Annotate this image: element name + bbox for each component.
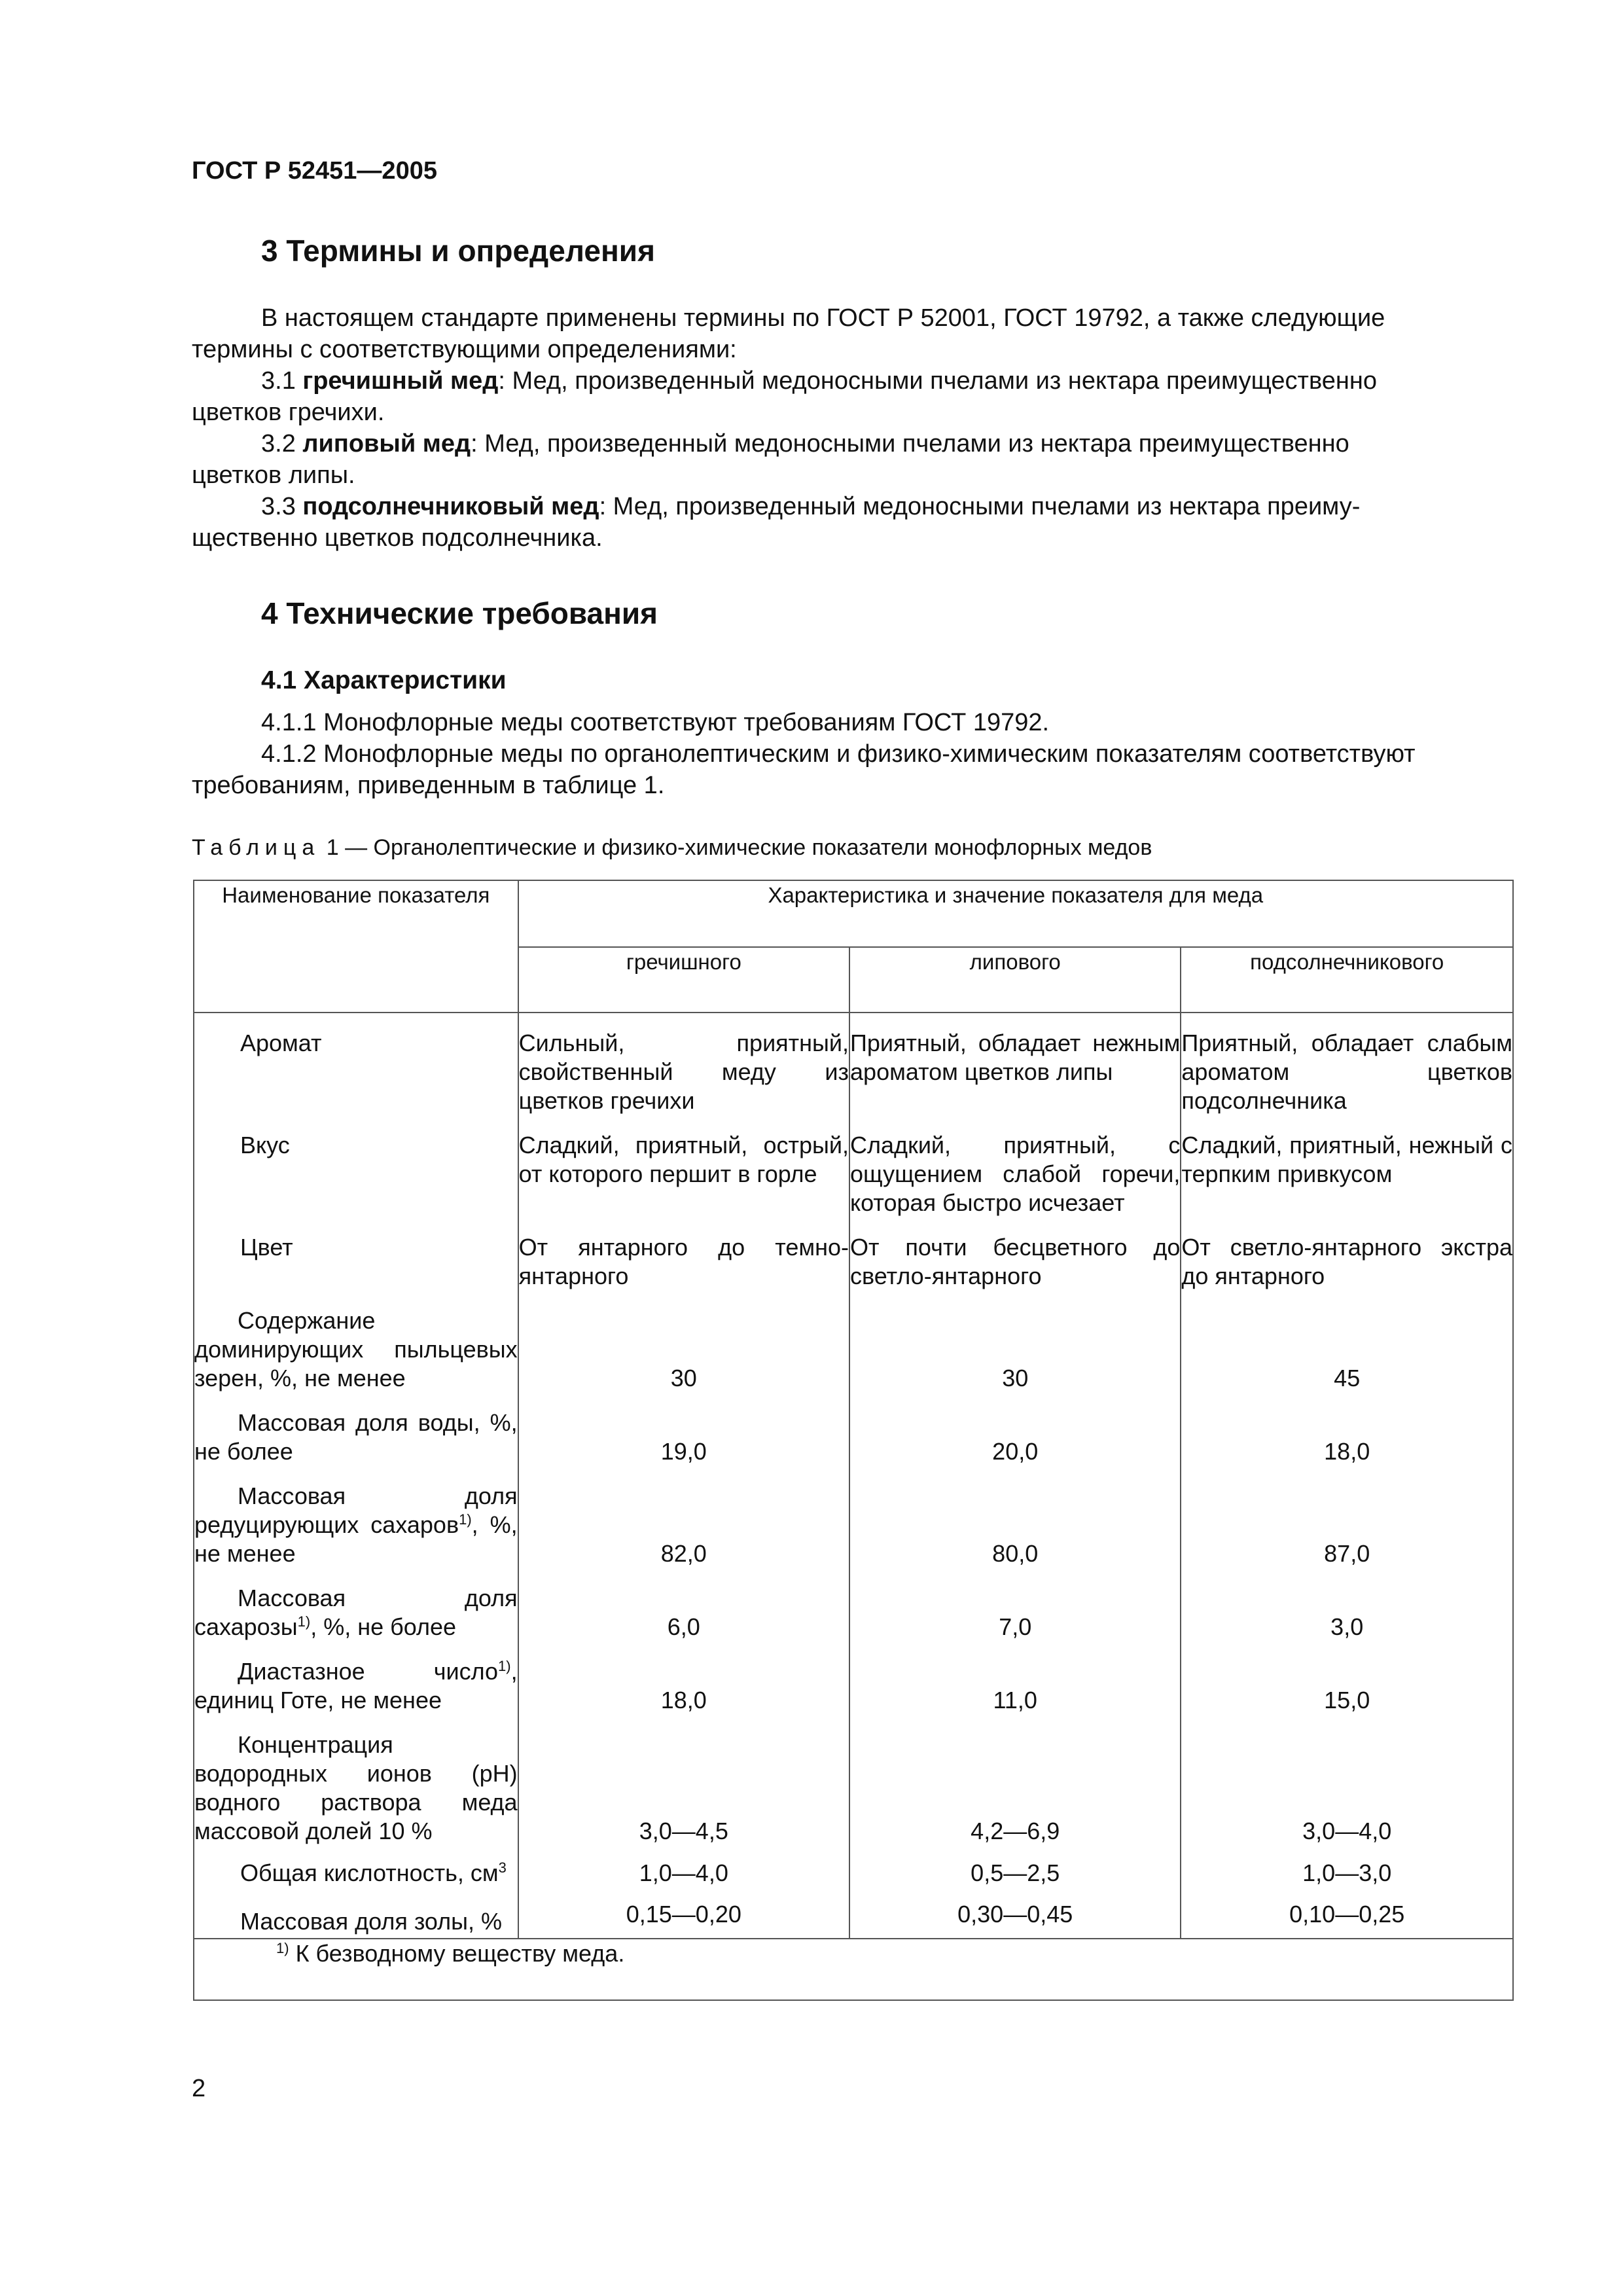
cell-buckwheat: 19,0 [518, 1393, 849, 1466]
cell-sunflower: 45 [1181, 1291, 1513, 1393]
table-row [194, 1115, 1513, 1217]
document-header: ГОСТ Р 52451—2005 [192, 157, 437, 185]
row-label: Цвет [194, 1217, 518, 1291]
cell-linden: 0,30—0,45 [849, 1888, 1181, 1939]
row-label: Аромат [194, 1013, 518, 1115]
table-row [194, 1568, 1513, 1641]
footnote-ref: 1) [459, 1511, 472, 1528]
paragraph-4-1-2-line-1: 4.1.2 Монофлорные меды по органолептическим и физико-химическим показателям соответствуют [261, 740, 1416, 768]
cell-sunflower: 18,0 [1181, 1393, 1513, 1466]
table-row [194, 1888, 1513, 1939]
row-label: Массовая доля воды, %, не более [194, 1393, 518, 1466]
cell-sunflower: 1,0—3,0 [1181, 1846, 1513, 1888]
section-4-body [192, 707, 1514, 801]
row-label: Массовая доля редуцирующих сахаров$^{1)}$, %, не менее [194, 1466, 518, 1568]
table-footnote: $^{1)}$ К безводному веществу меда. [194, 1939, 1513, 2000]
column-header-buckwheat: гречишного [518, 947, 849, 1013]
term-3-1: 3.1 гречишный мед: Мед, произведенный медоносными пчелами из нектара преимущественно [261, 367, 1377, 395]
cell-buckwheat: Сладкий, приятный, острый, от которого першит в горле [518, 1115, 849, 1217]
column-header-linden: липового [849, 947, 1181, 1013]
table-row [194, 1291, 1513, 1393]
cell-buckwheat: 82,0 [518, 1466, 849, 1568]
table-row [194, 1466, 1513, 1568]
term-linden: липовый мед [302, 430, 471, 457]
row-label: Общая кислотность, $см^3$ [194, 1846, 518, 1888]
paragraph-4-1-1: 4.1.1 Монофлорные меды соответствуют требованиям ГОСТ 19792. [261, 709, 1050, 736]
footnote-ref: 1) [498, 1658, 511, 1674]
row-label: Содержание доминирующих пыльцевых зерен, %, не менее [194, 1291, 518, 1393]
row-label: Концентрация водородных ионов (pH) водного раствора меда массовой долей 10 % [194, 1715, 518, 1846]
properties-table [193, 880, 1514, 2001]
column-header-indicator: Наименование показателя [194, 880, 518, 1013]
cell-linden: 4,2—6,9 [849, 1715, 1181, 1846]
table-row [194, 1217, 1513, 1291]
cell-linden: 7,0 [849, 1568, 1181, 1641]
cell-sunflower: 87,0 [1181, 1466, 1513, 1568]
cell-buckwheat: 3,0—4,5 [518, 1715, 849, 1846]
table-row [194, 1013, 1513, 1115]
section-3-body [192, 302, 1514, 554]
row-label: Массовая доля сахарозы$^{1)}$, %, не более [194, 1568, 518, 1641]
intro-line-1: В настоящем стандарте применены термины по ГОСТ Р 52001, ГОСТ 19792, а также следующие [261, 304, 1385, 332]
cell-sunflower: От светло-янтарного экстра до янтарного [1181, 1217, 1513, 1291]
cell-linden: Приятный, обладает нежным ароматом цветков липы [849, 1013, 1181, 1115]
row-label: Массовая доля золы, % [194, 1888, 518, 1939]
cell-sunflower: 15,0 [1181, 1641, 1513, 1715]
term-3-3: 3.3 подсолнечниковый мед: Мед, произведенный медоносными пчелами из нектара преиму- [261, 493, 1361, 520]
cell-sunflower: 3,0 [1181, 1568, 1513, 1641]
term-3-3-cont: щественно цветков подсолнечника. [192, 524, 603, 552]
term-3-1-cont: цветков гречихи. [192, 399, 385, 426]
cell-sunflower: Приятный, обладает слабым ароматом цветков подсолнечника [1181, 1013, 1513, 1115]
row-label: Вкус [194, 1115, 518, 1217]
cell-sunflower: 3,0—4,0 [1181, 1715, 1513, 1846]
paragraph-4-1-2-line-2: требованиям, приведенным в таблице 1. [192, 772, 665, 799]
table-row [194, 1641, 1513, 1715]
cell-linden: 30 [849, 1291, 1181, 1393]
page-number: 2 [192, 2075, 206, 2102]
cell-buckwheat: 6,0 [518, 1568, 849, 1641]
section-4-title: 4 Технические требования [261, 596, 658, 630]
table-row [194, 1393, 1513, 1466]
term-sunflower: подсолнечниковый мед [302, 493, 599, 520]
table-row [194, 1846, 1513, 1888]
term-3-2-cont: цветков липы. [192, 461, 355, 489]
footnote-ref: 1) [297, 1613, 311, 1630]
cell-buckwheat: 18,0 [518, 1641, 849, 1715]
column-header-group: Характеристика и значение показателя для меда [518, 880, 1513, 947]
cell-linden: 80,0 [849, 1466, 1181, 1568]
cell-sunflower: 0,10—0,25 [1181, 1888, 1513, 1939]
table-row [194, 1715, 1513, 1846]
column-header-sunflower: подсолнечникового [1181, 947, 1513, 1013]
cell-linden: 0,5—2,5 [849, 1846, 1181, 1888]
cell-linden: 11,0 [849, 1641, 1181, 1715]
table-caption: Таблица 1 — Органолептические и физико-химические показатели монофлорных медов [192, 835, 1152, 860]
cell-linden: 20,0 [849, 1393, 1181, 1466]
section-3-title: 3 Термины и определения [261, 234, 655, 268]
row-label: Диастазное число$^{1)}$, единиц Готе, не менее [194, 1641, 518, 1715]
cell-buckwheat: От янтарного до темно-янтарного [518, 1217, 849, 1291]
term-3-2: 3.2 липовый мед: Мед, произведенный медоносными пчелами из нектара преимущественно [261, 430, 1349, 457]
intro-line-2: термины с соответствующими определениями: [192, 336, 737, 363]
unit-superscript: 3 [498, 1859, 507, 1876]
subsection-4-1-title: 4.1 Характеристики [261, 666, 507, 694]
cell-linden: От почти бесцветного до светло-янтарного [849, 1217, 1181, 1291]
cell-buckwheat: 0,15—0,20 [518, 1888, 849, 1939]
cell-buckwheat: 1,0—4,0 [518, 1846, 849, 1888]
cell-buckwheat: 30 [518, 1291, 849, 1393]
term-buckwheat: гречишный мед [302, 367, 499, 395]
table-footnote-row [194, 1939, 1513, 2000]
cell-sunflower: Сладкий, приятный, нежный с терпким привкусом [1181, 1115, 1513, 1217]
cell-buckwheat: Сильный, приятный, свойственный меду из цветков гречихи [518, 1013, 849, 1115]
cell-linden: Сладкий, приятный, с ощущением слабой горечи, которая быстро исчезает [849, 1115, 1181, 1217]
